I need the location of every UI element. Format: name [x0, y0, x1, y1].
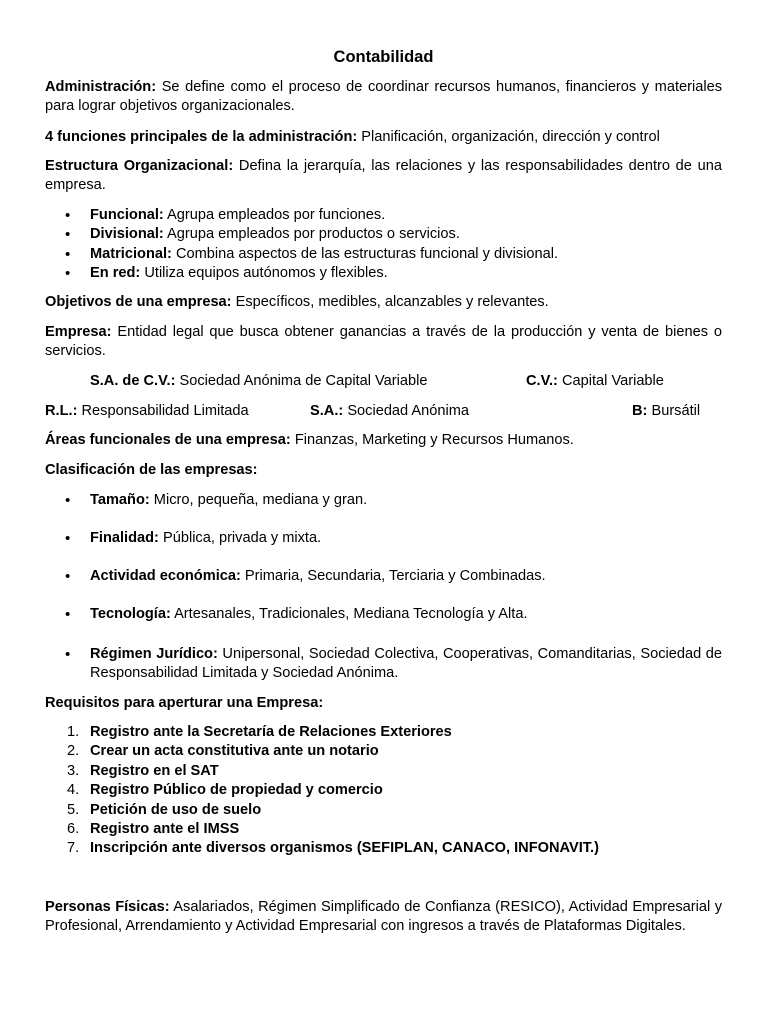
item-label: Funcional:: [90, 207, 164, 223]
list-item: [45, 723, 722, 742]
item-text: Combina aspectos de las estructuras funcional y divisional.: [175, 245, 559, 262]
list-item: [45, 742, 722, 761]
list-item: [45, 801, 722, 820]
list-item: [45, 206, 722, 225]
item-label: Tecnología:: [90, 606, 171, 622]
item-number: 7.: [67, 840, 80, 857]
list-item: [45, 605, 722, 624]
sigla-label: S.A. de C.V.:: [90, 373, 176, 389]
item-number: 3.: [67, 762, 80, 779]
sigla-label: B:: [632, 403, 648, 419]
funciones-text: Planificación, organización, dirección y control: [361, 129, 660, 145]
clasificacion-heading: [45, 461, 722, 480]
item-text: Registro ante la Secretaría de Relaciones Exteriores: [90, 724, 452, 740]
item-text: Artesanales, Tradicionales, Mediana Tecnología y Alta.: [174, 606, 528, 622]
sigla-text: Capital Variable: [561, 373, 664, 389]
item-label: Tamaño:: [90, 492, 150, 508]
item-text: Micro, pequeña, mediana y gran.: [153, 492, 368, 508]
item-label: En red:: [90, 265, 141, 282]
empresa-paragraph: [45, 323, 722, 362]
item-text: Inscripción ante diversos organismos (SEFIPLAN, CANACO, INFONAVIT.): [90, 840, 599, 857]
sigla-b: [632, 402, 700, 421]
list-item: [45, 839, 722, 858]
objetivos-paragraph: [45, 293, 722, 312]
clasificacion-list: [45, 529, 722, 548]
sigla-cv: [526, 372, 664, 391]
item-text: Primaria, Secundaria, Terciaria y Combinadas.: [244, 568, 546, 584]
sigla-text: Sociedad Anónima de Capital Variable: [179, 373, 428, 389]
areas-label: Áreas funcionales de una empresa:: [45, 432, 291, 448]
item-text: Utiliza equipos autónomos y flexibles.: [144, 265, 388, 282]
estructura-paragraph: [45, 157, 722, 196]
empresa-label: Empresa:: [45, 324, 112, 340]
item-text: Agrupa empleados por productos o servicios.: [167, 226, 460, 243]
sigla-text: Bursátil: [651, 403, 701, 419]
areas-paragraph: [45, 431, 722, 450]
item-label: Finalidad:: [90, 530, 159, 546]
item-text: Unipersonal, Sociedad Colectiva, Cooperativas, Comanditarias, Sociedad de Responsabilidad Limitada y Sociedad Anónima.: [90, 646, 723, 682]
sigla-text: Responsabilidad Limitada: [81, 403, 249, 419]
sigla-label: C.V.:: [526, 373, 558, 389]
list-item: [45, 820, 722, 839]
clasificacion-list: [45, 645, 722, 684]
item-number: 4.: [67, 782, 80, 799]
item-label: Matricional:: [90, 245, 172, 262]
personas-paragraph: [45, 898, 722, 937]
list-item: [45, 225, 722, 244]
requisitos-label: Requisitos para aperturar una Empresa:: [45, 695, 324, 711]
list-item: [45, 245, 722, 264]
sigla-label: S.A.:: [310, 403, 344, 419]
item-text: Registro Público de propiedad y comercio: [90, 782, 383, 799]
item-number: 5.: [67, 801, 80, 818]
clasificacion-list: [45, 605, 722, 624]
item-text: Crear un acta constitutiva ante un notario: [90, 743, 379, 760]
item-number: 2.: [67, 743, 80, 760]
estructura-text: Defina la jerarquía, las relaciones y las responsabilidades dentro de una empresa.: [45, 158, 722, 194]
administracion-label: Administración:: [45, 79, 157, 95]
item-text: Registro en el SAT: [90, 762, 219, 779]
estructura-list: [45, 206, 722, 284]
objetivos-label: Objetivos de una empresa:: [45, 294, 232, 310]
list-item: [45, 529, 722, 548]
administracion-paragraph: [45, 78, 722, 117]
item-label: Actividad económica:: [90, 568, 241, 584]
page-title: Contabilidad: [333, 48, 434, 66]
item-text: Registro ante el IMSS: [90, 821, 240, 838]
sigla-sa: [310, 402, 469, 421]
personas-label: Personas Físicas:: [45, 899, 170, 915]
areas-text: Finanzas, Marketing y Recursos Humanos.: [294, 432, 574, 448]
clasificacion-list: [45, 567, 722, 586]
personas-text: Asalariados, Régimen Simplificado de Confianza (RESICO), Actividad Empresarial y Profesional, Arrendamiento y Actividad Empresarial con ingresos a través de Plataformas Digitales.: [45, 899, 722, 935]
sigla-sacv: [90, 372, 428, 391]
funciones-paragraph: [45, 128, 722, 147]
item-number: 6.: [67, 821, 80, 838]
sigla-rl: [45, 402, 249, 421]
item-text: Petición de uso de suelo: [90, 801, 262, 818]
objetivos-text: Específicos, medibles, alcanzables y relevantes.: [235, 294, 549, 310]
clasificacion-list: [45, 491, 722, 510]
sigla-label: R.L.:: [45, 403, 78, 419]
list-item: [45, 567, 722, 586]
list-item: [45, 645, 722, 684]
item-text: Pública, privada y mixta.: [162, 530, 322, 546]
list-item: [45, 762, 722, 781]
item-number: 1.: [67, 724, 80, 740]
requisitos-list: [45, 723, 722, 859]
estructura-label: Estructura Organizacional:: [45, 158, 234, 174]
item-label: Divisional:: [90, 226, 164, 243]
list-item: [45, 781, 722, 800]
administracion-text: Se define como el proceso de coordinar recursos humanos, financieros y materiales para lograr objetivos organizacionales.: [45, 79, 722, 115]
sigla-text: Sociedad Anónima: [347, 403, 470, 419]
empresa-text: Entidad legal que busca obtener ganancias a través de la producción y venta de bienes o servicios.: [45, 324, 722, 360]
clasificacion-label: Clasificación de las empresas:: [45, 462, 258, 478]
list-item: [45, 264, 722, 283]
item-label: Régimen Jurídico:: [90, 646, 218, 662]
item-text: Agrupa empleados por funciones.: [167, 207, 386, 223]
requisitos-heading: [45, 694, 722, 713]
funciones-label: 4 funciones principales de la administración:: [45, 129, 358, 145]
list-item: [45, 491, 722, 510]
